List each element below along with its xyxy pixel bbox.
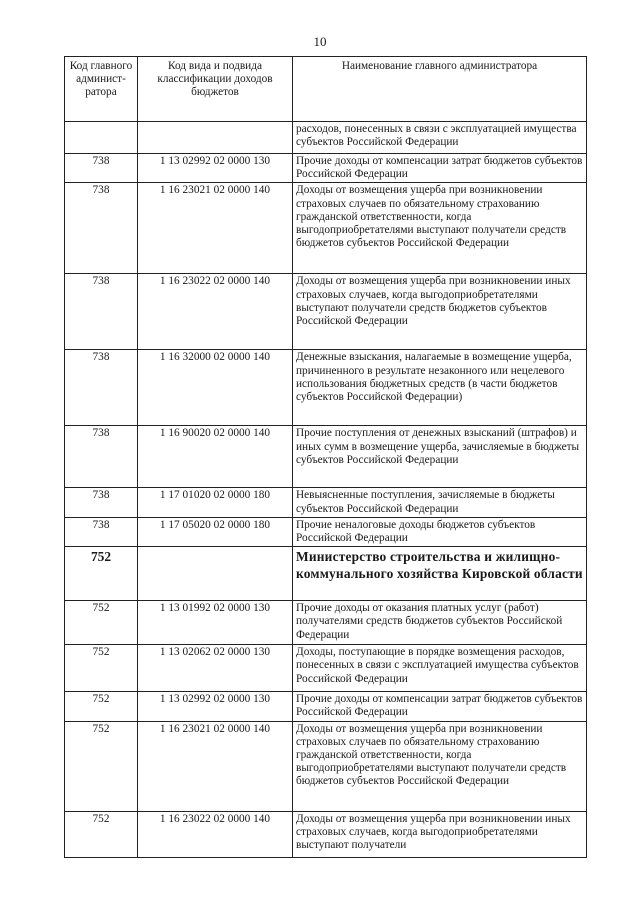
- admin-name-cell: Доходы от возмещения ущерба при возникновении иных страховых случаев, когда выгодоприобретателями выступают получатели: [293, 811, 587, 857]
- page-number: 10: [313, 34, 327, 49]
- admin-name-cell: Доходы от возмещения ущерба при возникновении иных страховых случаев, когда выгодоприобретателями выступают получатели средств бюджетов субъектов Российской Федерации: [293, 274, 587, 350]
- admin-code-cell: 752: [65, 547, 138, 601]
- admin-code-cell: 752: [65, 601, 138, 645]
- header-admin-name: Наименование главного администратора: [293, 57, 587, 122]
- admin-code-cell: 738: [65, 154, 138, 183]
- admin-name-cell: Прочие поступления от денежных взысканий (штрафов) и иных сумм в возмещение ущерба, зачисляемые в бюджеты субъектов Российской Федерации: [293, 426, 587, 488]
- table-row: [65, 517, 587, 546]
- admin-name-cell: Министерство строительства и жилищно-коммунального хозяйства Кировской области: [293, 547, 587, 601]
- admin-code-cell: 738: [65, 350, 138, 426]
- admin-name-cell: Невыясненные поступления, зачисляемые в бюджеты субъектов Российской Федерации: [293, 488, 587, 517]
- table-row: [65, 350, 587, 426]
- admin-code-cell: 752: [65, 645, 138, 692]
- admin-code-cell: 752: [65, 721, 138, 811]
- admin-code-cell: 738: [65, 517, 138, 546]
- admin-code-cell: 738: [65, 274, 138, 350]
- revenue-code-cell: 1 16 23021 02 0000 140: [138, 721, 293, 811]
- table-row: [65, 692, 587, 721]
- admin-name-cell: Прочие доходы от компенсации затрат бюджетов субъектов Российской Федерации: [293, 692, 587, 721]
- admin-name-cell: Денежные взыскания, налагаемые в возмещение ущерба, причиненного в результате незаконного или нецелевого использования бюджетных средств (в части бюджетов субъектов Российской Федерации): [293, 350, 587, 426]
- revenue-code-cell: 1 13 02992 02 0000 130: [138, 154, 293, 183]
- revenue-code-cell: 1 16 23022 02 0000 140: [138, 811, 293, 857]
- table-row: [65, 426, 587, 488]
- header-admin-code: Код главного админист-ратора: [65, 57, 138, 122]
- table-row-ministry: [65, 547, 587, 601]
- revenue-code-cell: 1 13 02992 02 0000 130: [138, 692, 293, 721]
- admin-name-cell: расходов, понесенных в связи с эксплуатацией имущества субъектов Российской Федерации: [293, 122, 587, 154]
- admin-code-cell: [65, 122, 138, 154]
- revenue-code-cell: 1 13 01992 02 0000 130: [138, 601, 293, 645]
- revenue-code-cell: 1 16 23022 02 0000 140: [138, 274, 293, 350]
- revenue-code-cell: 1 16 32000 02 0000 140: [138, 350, 293, 426]
- revenue-code-cell: 1 13 02062 02 0000 130: [138, 645, 293, 692]
- admin-code-cell: 752: [65, 692, 138, 721]
- table-row: [65, 122, 587, 154]
- admin-code-cell: 738: [65, 183, 138, 274]
- table-row: [65, 154, 587, 183]
- revenue-code-cell: 1 16 23021 02 0000 140: [138, 183, 293, 274]
- table-row: [65, 645, 587, 692]
- admin-name-cell: Доходы от возмещения ущерба при возникновении страховых случаев по обязательному страхованию гражданской ответственности, когда выгодоприобретателями выступают получатели средств бюджетов субъектов Российской Федерации: [293, 721, 587, 811]
- revenue-code-cell: 1 16 90020 02 0000 140: [138, 426, 293, 488]
- table-row: [65, 488, 587, 517]
- table-row: [65, 811, 587, 857]
- revenue-code-cell: 1 17 05020 02 0000 180: [138, 517, 293, 546]
- table-row: [65, 183, 587, 274]
- admin-name-cell: Прочие неналоговые доходы бюджетов субъектов Российской Федерации: [293, 517, 587, 546]
- admin-code-cell: 738: [65, 426, 138, 488]
- admin-name-cell: Доходы от возмещения ущерба при возникновении страховых случаев по обязательному страхованию гражданской ответственности, когда выгодоприобретателями выступают получатели средств бюджетов субъектов Российской Федерации: [293, 183, 587, 274]
- table-header-row: [65, 57, 587, 122]
- revenue-code-cell: [138, 547, 293, 601]
- admin-code-cell: 738: [65, 488, 138, 517]
- revenue-code-cell: 1 17 01020 02 0000 180: [138, 488, 293, 517]
- revenue-code-cell: [138, 122, 293, 154]
- table-row: [65, 274, 587, 350]
- table-row: [65, 721, 587, 811]
- revenue-table: [64, 56, 587, 858]
- admin-name-cell: Прочие доходы от компенсации затрат бюджетов субъектов Российской Федерации: [293, 154, 587, 183]
- admin-name-cell: Прочие доходы от оказания платных услуг (работ) получателями средств бюджетов субъектов Российской Федерации: [293, 601, 587, 645]
- header-revenue-code: Код вида и подвида классификации доходов бюджетов: [138, 57, 293, 122]
- admin-name-cell: Доходы, поступающие в порядке возмещения расходов, понесенных в связи с эксплуатацией имущества субъектов Российской Федерации: [293, 645, 587, 692]
- admin-code-cell: 752: [65, 811, 138, 857]
- table-row: [65, 601, 587, 645]
